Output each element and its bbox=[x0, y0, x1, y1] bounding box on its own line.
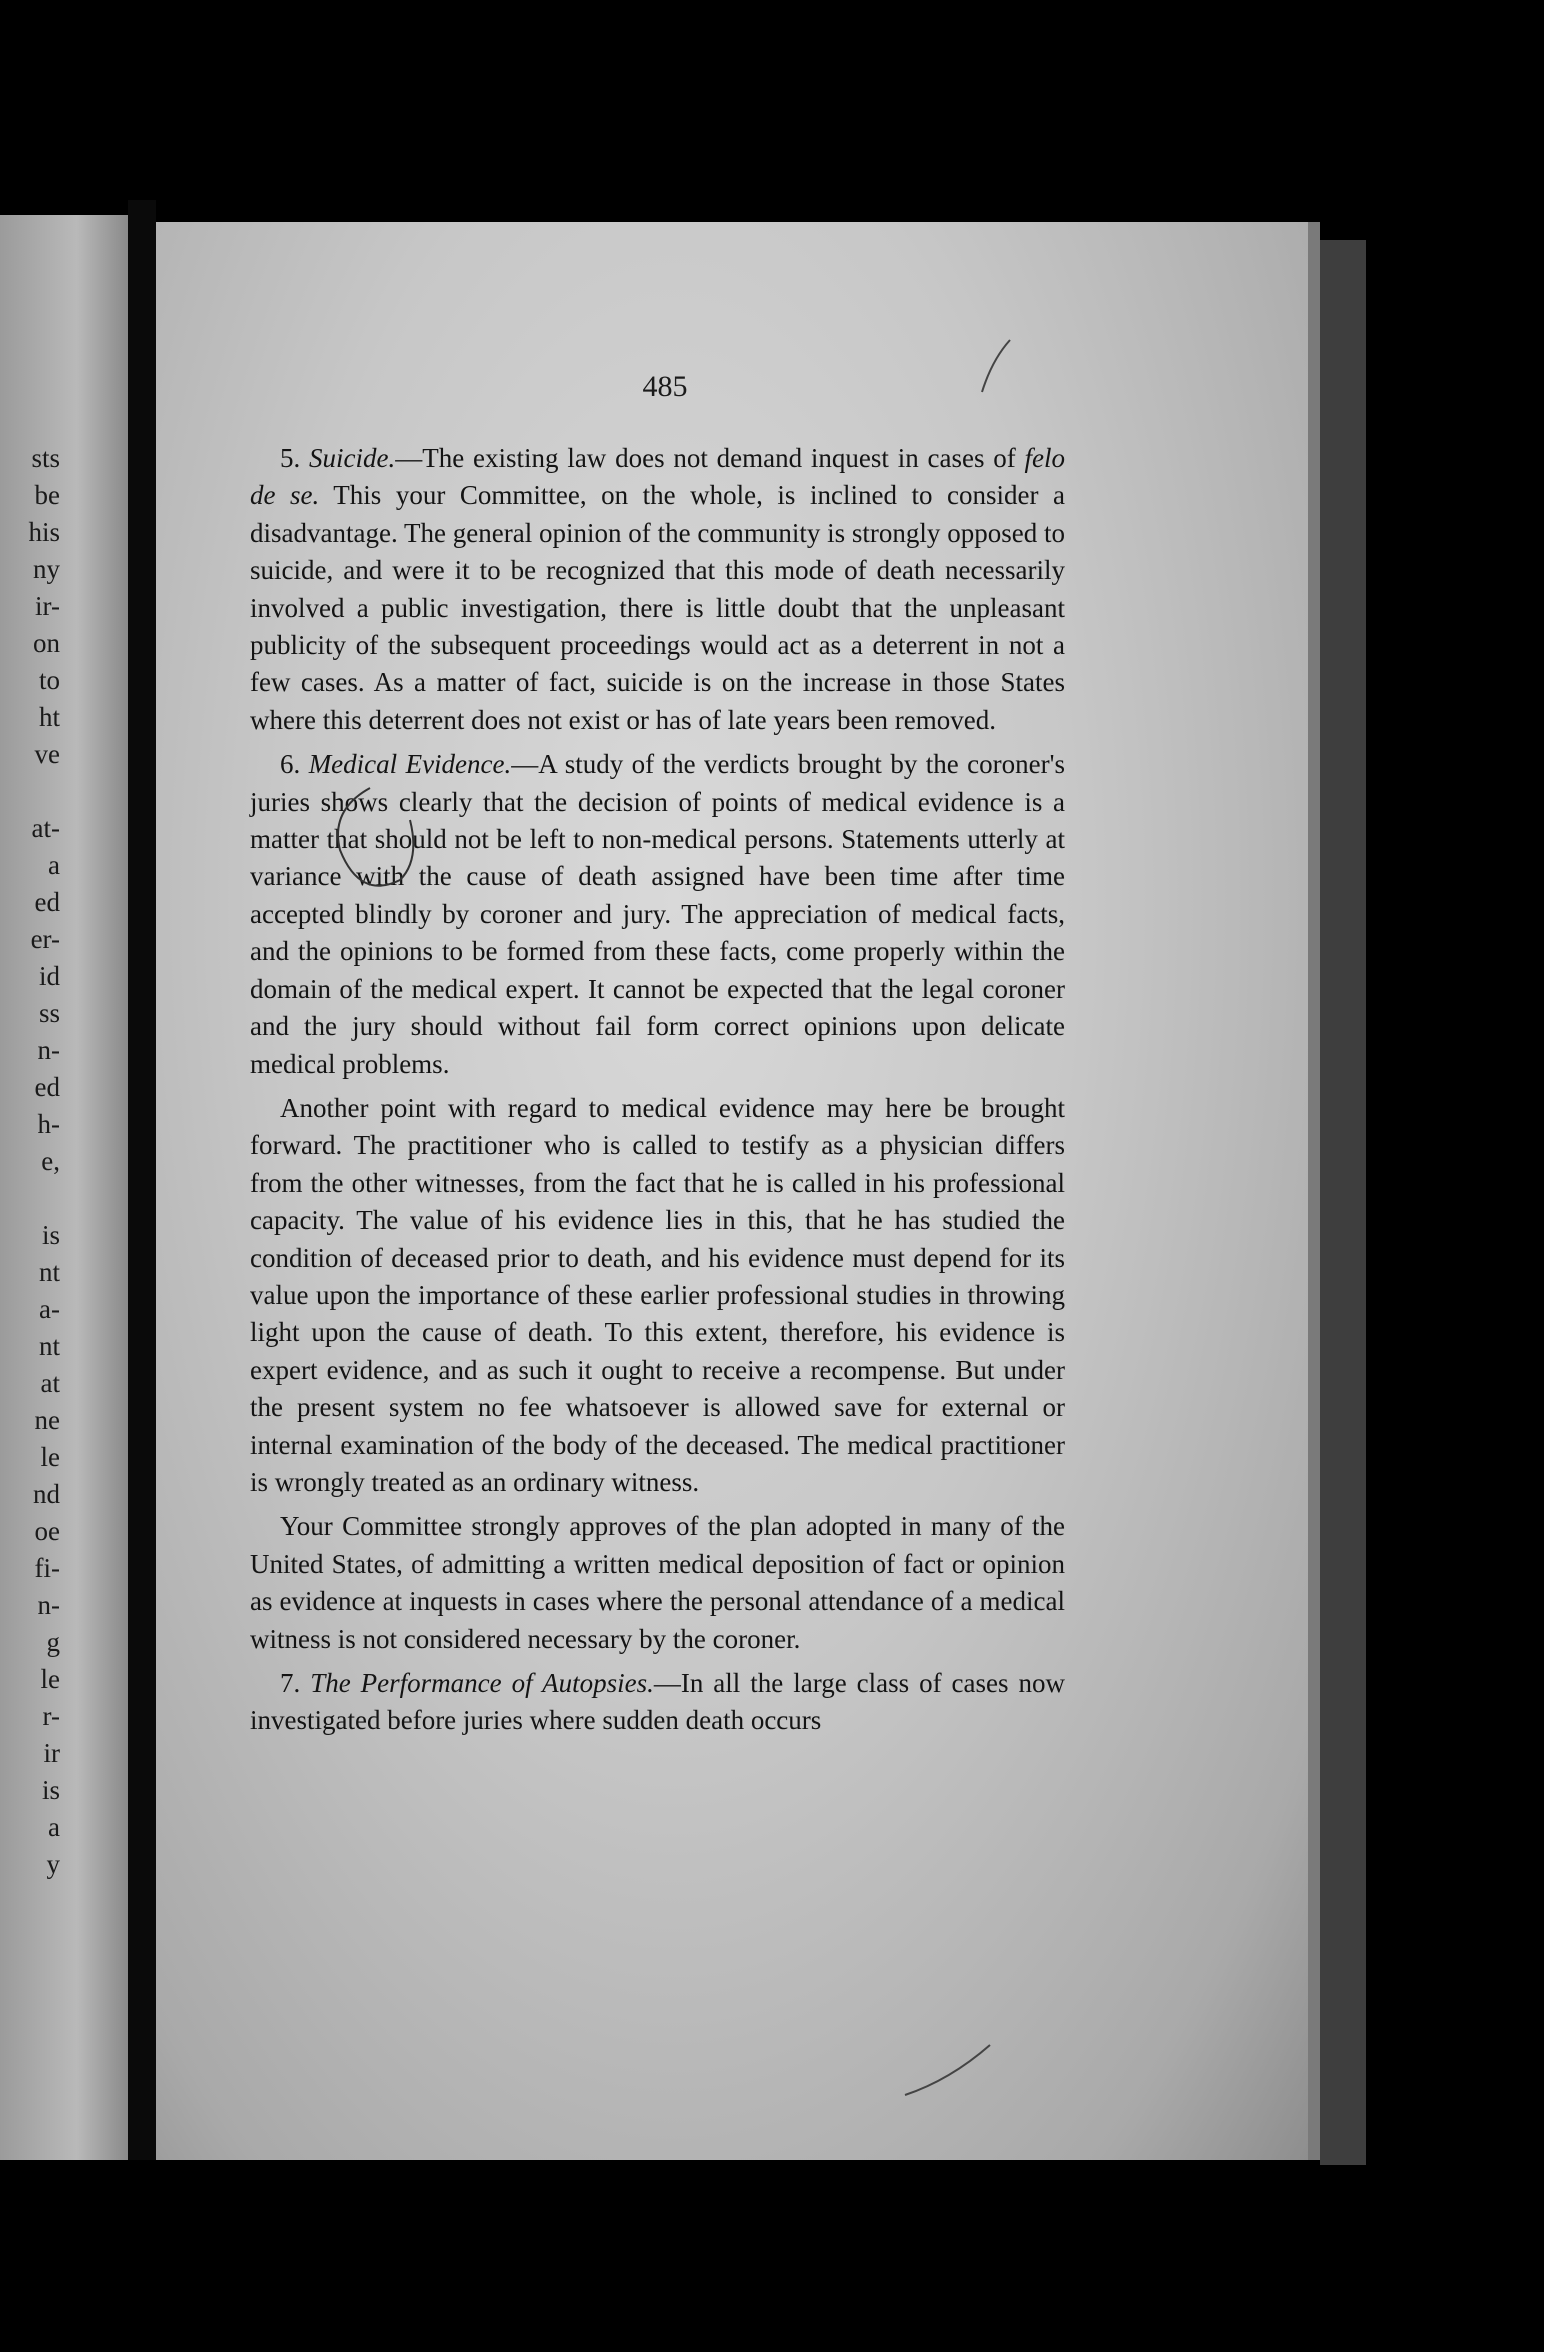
paragraph-text: Another point with regard to medical evidence may here be brought forward. The practitioner who is called to testify as a physician differs from the other witnesses, from the fact that he is called in his professional capacity. The value of his evidence lies in this, that he has studied the condition of deceased prior to death, and his evidence must depend for its value upon the importance of these earlier professional studies in throwing light upon the cause of death. To this extent, therefore, his evidence is expert evidence, and as such it ought to receive a recompense. But under the present system no fee whatsoever is allowed save for external or internal examination of the body of the deceased. The medical practitioner is wrongly treated as an ordinary witness. bbox=[250, 1092, 1065, 1497]
left-page-fragment: nt bbox=[38, 1257, 60, 1287]
left-page-fragment: n- bbox=[37, 1035, 60, 1065]
left-page-fragment: ny bbox=[33, 554, 60, 584]
left-page-fragment: ed bbox=[34, 1072, 60, 1102]
left-page-fragment: le bbox=[40, 1664, 60, 1694]
paragraph-text: —A study of the verdicts brought by the coroner's juries shows clearly that the decision of points of medical evidence is a matter that should not be left to non-medical persons. Statements utterly at variance with the cause of death assigned have been time after time accepted blindly by coroner and jury. The appreciation of medical facts, and the opinions to be formed from these facts, come properly within the domain of the medical expert. It cannot be expected that the legal coroner and the jury should without fail form correct opinions upon delicate medical problems. bbox=[250, 749, 1065, 1079]
left-page-fragment: ir bbox=[43, 1738, 60, 1768]
paragraph-another-point bbox=[250, 1090, 1065, 1501]
left-page-fragment: g bbox=[46, 1627, 60, 1657]
left-page-fragment bbox=[0, 773, 60, 810]
left-page-fragment: a bbox=[48, 850, 60, 880]
paragraph-text-continued: This your Committee, on the whole, is inclined to consider a disadvantage. The general opinion of the community is strongly opposed to suicide, and were it to be recognized that this mode of death necessarily involved a public investigation, there is little doubt that the unpleasant publicity of the subsequent proceedings would act as a deterrent in not a few cases. As a matter of fact, suicide is on the increase in those States where this deterrent does not exist or has of late years been removed. bbox=[250, 480, 1065, 735]
section-title: The Performance of Autopsies. bbox=[310, 1668, 654, 1698]
left-page-fragment: a bbox=[48, 1812, 60, 1842]
left-page-fragment: ed bbox=[34, 887, 60, 917]
left-page-fragment: ve bbox=[34, 739, 60, 769]
left-page-fragment: ir- bbox=[35, 591, 60, 621]
left-page-fragment: is bbox=[41, 1775, 60, 1805]
book-edge-shadow bbox=[1320, 240, 1366, 2165]
left-page-edge bbox=[0, 215, 128, 2160]
section-number: 6. bbox=[280, 749, 301, 780]
left-page-fragment: his bbox=[28, 517, 60, 547]
left-page-fragment: on bbox=[33, 628, 60, 658]
italic-phrase: felo de se. bbox=[250, 443, 1066, 511]
left-page-fragment: e, bbox=[41, 1146, 60, 1176]
page-edge bbox=[1308, 222, 1320, 2160]
paragraph-text: —The existing law does not demand inquest in cases of bbox=[395, 443, 1025, 473]
section-number: 5. bbox=[280, 443, 301, 473]
section-title: Medical Evidence. bbox=[308, 749, 512, 780]
left-page-fragment: ne bbox=[34, 1405, 60, 1435]
page-body-text bbox=[250, 440, 1065, 1747]
left-page-fragment: fi- bbox=[34, 1553, 60, 1583]
section-number: 7. bbox=[280, 1668, 301, 1698]
paragraph-committee-approves bbox=[250, 1508, 1065, 1658]
left-page-fragment: oe bbox=[34, 1516, 60, 1546]
left-page-fragment: n- bbox=[37, 1590, 60, 1620]
page-number: 485 bbox=[642, 370, 688, 403]
left-page-fragment: nd bbox=[33, 1479, 60, 1509]
left-page-fragment: sts bbox=[31, 443, 60, 473]
left-page-fragment: r- bbox=[42, 1701, 60, 1731]
left-page-fragment: is bbox=[41, 1220, 60, 1250]
left-page-fragment: a- bbox=[39, 1294, 60, 1324]
left-page-fragment bbox=[0, 1180, 60, 1217]
left-page-fragment: to bbox=[38, 665, 60, 695]
left-page-fragment: id bbox=[38, 961, 60, 991]
left-page-fragment: y bbox=[46, 1849, 60, 1879]
book-gutter bbox=[128, 200, 156, 2160]
left-page-fragment: er- bbox=[30, 924, 60, 954]
left-page-text-fragments bbox=[0, 440, 64, 1883]
paragraph-medical-evidence bbox=[250, 746, 1065, 1083]
paragraph-text: Your Committee strongly approves of the plan adopted in many of the United States, of admitting a written medical deposition of fact or opinion as evidence at inquests in cases where the personal attendance of a medical witness is not considered necessary by the coroner. bbox=[250, 1511, 1065, 1654]
section-title: Suicide. bbox=[309, 443, 396, 473]
left-page-fragment: le bbox=[40, 1442, 60, 1472]
paragraph-suicide bbox=[250, 440, 1065, 739]
left-page-fragment: h- bbox=[37, 1109, 60, 1139]
paragraph-text: —In all the large class of cases now investigated before juries where sudden death occurs bbox=[250, 1668, 1065, 1736]
left-page-fragment: ss bbox=[38, 998, 60, 1028]
left-page-fragment: at- bbox=[31, 813, 60, 843]
left-page-fragment: at bbox=[40, 1368, 60, 1398]
paragraph-autopsies bbox=[250, 1665, 1065, 1740]
left-page-fragment: be bbox=[34, 480, 60, 510]
left-page-fragment: ht bbox=[38, 702, 60, 732]
left-page-fragment: nt bbox=[38, 1331, 60, 1361]
